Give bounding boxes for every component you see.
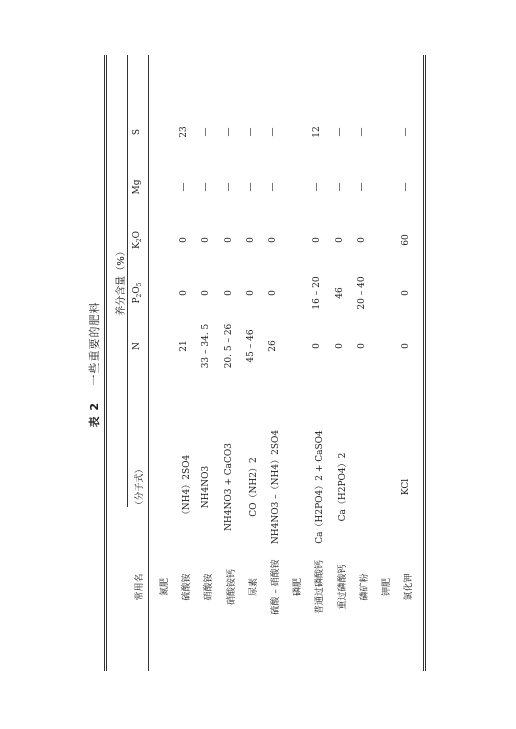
row-k2o: 0 [356, 237, 367, 243]
row-p2o5: 0 [245, 290, 256, 296]
row-s: — [201, 127, 212, 137]
header-formula: （分子式） [135, 464, 145, 510]
row-s: — [268, 127, 278, 137]
row-k2o: 60 [401, 234, 412, 246]
row-k2o: 0 [245, 237, 256, 243]
row-name: 氮肥 [160, 577, 170, 597]
row-n: 20. 5 – 26 [223, 323, 234, 369]
row-name: 磷肥 [293, 577, 304, 597]
row-k2o: 0 [334, 237, 345, 243]
bottom-rule-double [425, 55, 426, 671]
row-s: — [356, 127, 367, 137]
row-p2o5: 0 [179, 290, 190, 296]
row-mg: — [245, 182, 256, 192]
row-s: — [334, 127, 345, 137]
group-rule [127, 55, 128, 507]
row-mg: — [401, 182, 412, 192]
row-formula: NH4NO3 + CaCO3 [223, 443, 234, 531]
row-n: 21 [179, 340, 190, 352]
row-k2o: 0 [201, 237, 212, 243]
row-name: 硝酸铵 [204, 573, 215, 601]
row-n: 0 [356, 343, 367, 349]
row-k2o: 0 [268, 237, 278, 243]
row-p2o5: 0 [223, 290, 234, 296]
header-rule [148, 55, 149, 671]
header-mg: Mg [132, 179, 142, 195]
row-s: 23 [179, 126, 190, 138]
header-p2o5: $P_2O_5$ [132, 282, 143, 304]
row-p2o5: 0 [401, 290, 412, 296]
row-name: 硫酸 – 硝酸铵 [271, 559, 281, 615]
row-s: — [245, 127, 256, 137]
row-name: 重过磷酸钙 [337, 564, 348, 610]
header-k2o: $K_2O$ [132, 231, 143, 249]
row-s: 12 [312, 126, 323, 138]
table-title: 一些重要的肥料 [88, 301, 101, 386]
row-s: — [223, 127, 234, 137]
row-n: 0 [334, 343, 345, 349]
row-formula: （NH4）2SO4 [182, 454, 193, 520]
row-p2o5: 46 [334, 287, 345, 299]
row-p2o5: 0 [201, 290, 212, 296]
row-mg: — [201, 182, 212, 192]
row-p2o5: 16 – 20 [312, 276, 323, 310]
row-mg: — [268, 182, 278, 192]
row-n: 0 [401, 343, 412, 349]
header-s: S [132, 128, 142, 136]
row-name: 钾肥 [382, 577, 392, 597]
row-mg: — [223, 182, 234, 192]
row-n: 0 [312, 343, 323, 349]
row-name: 硝酸铵钙 [226, 568, 237, 606]
row-n: 33 – 34. 5 [201, 323, 212, 369]
row-s: — [401, 127, 412, 137]
row-mg: — [334, 182, 345, 192]
row-p2o5: 20 – 40 [356, 276, 367, 310]
nutrient-group-header: 养分含量（%） [116, 246, 127, 316]
row-name: 硫酸铵 [182, 573, 193, 601]
header-name: 常用名 [135, 573, 145, 601]
bottom-rule [423, 55, 424, 671]
row-name: 尿素 [248, 577, 259, 597]
row-mg: — [312, 182, 323, 192]
row-n: 26 [268, 340, 278, 352]
row-formula: Ca（H2PO4）2 [337, 452, 348, 522]
row-formula: CO（NH2）2 [248, 457, 259, 517]
row-p2o5: 0 [268, 290, 278, 296]
row-name: 磷矿粉 [359, 573, 370, 601]
top-rule-double [106, 55, 107, 671]
row-n: 45 – 46 [245, 329, 256, 363]
row-k2o: 0 [312, 237, 323, 243]
row-mg: — [179, 182, 190, 192]
row-k2o: 0 [179, 237, 190, 243]
row-formula: NH4NO3 [201, 465, 212, 509]
row-name: 氯化钾 [404, 573, 415, 601]
row-formula: Ca（H2PO4）2 + CaSO4 [315, 430, 326, 544]
row-mg: — [356, 182, 367, 192]
header-n: N [132, 342, 142, 350]
row-k2o: 0 [223, 237, 234, 243]
row-name: 普通过磷酸钙 [315, 559, 326, 615]
top-rule [104, 55, 105, 671]
row-formula: NH4NO3 –（NH4）2SO4 [271, 429, 281, 545]
row-formula: KCl [401, 478, 412, 496]
table-number: 表 2 [88, 402, 101, 428]
table-caption [86, 0, 102, 729]
